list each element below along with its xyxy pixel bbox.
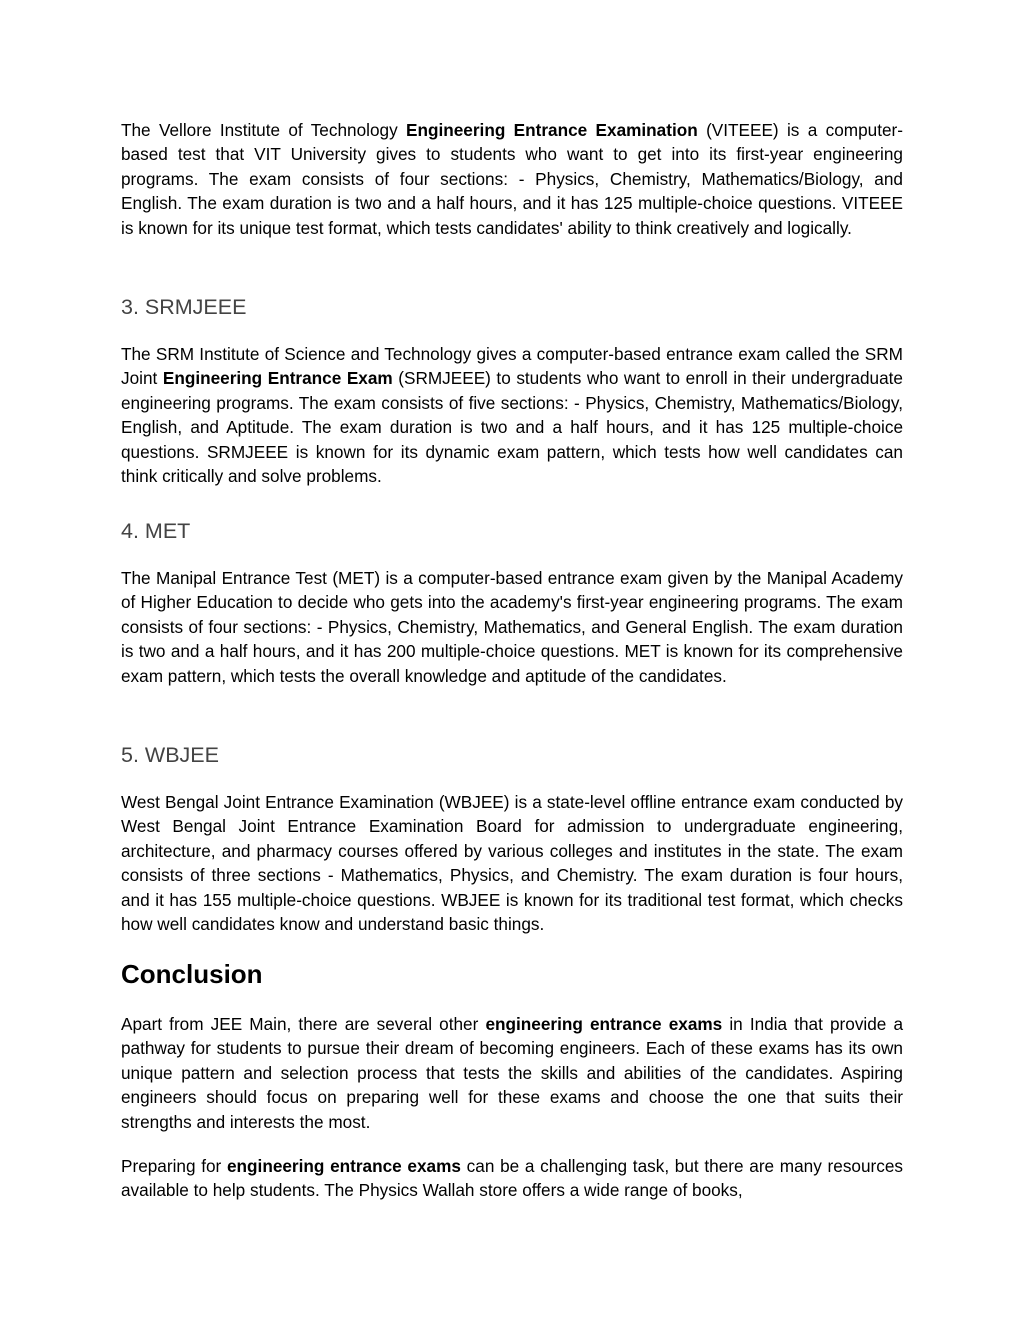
bold-keyword: Engineering Entrance Exam — [162, 368, 393, 389]
text-run: Apart from JEE Main, there are several other — [121, 1014, 486, 1034]
text-run: The SRM Institute of Science and Technology gives a computer-based entrance exam called the SRM Joint — [121, 344, 903, 389]
wbjee-paragraph: West Bengal Joint Entrance Examination (WBJEE) is a state-level offline entrance exam conducted by West Bengal Joint Entrance Examination Board for admission to undergraduate engineering, architecture, and pharmacy courses offered by various colleges and institutes in the state. The exam consists of three sections - Mathematics, Physics, and Chemistry. The exam duration is four hours, and it has 155 multiple-choice questions. WBJEE is known for its traditional test format, which checks how well candidates know and understand basic things. — [121, 792, 903, 935]
section-heading-met: 4. MET — [121, 519, 191, 543]
srmjeee-paragraph — [121, 342, 903, 488]
conclusion-paragraph-1 — [121, 1012, 903, 1134]
text-run: (SRMJEEE) to students who want to enroll in their undergraduate engineering programs. The exam consists of five sections: - Physics, Chemistry, Mathematics/Biology, English, and Aptitude. The exam duration is two and a half hours, and it has 125 multiple-choice questions. SRMJEEE is known for its dynamic exam pattern, which tests how well candidates can think critically and solve problems. — [121, 368, 903, 487]
met-paragraph: The Manipal Entrance Test (MET) is a computer-based entrance exam given by the Manipal Academy of Higher Education to decide who gets into the academy's first-year engineering programs. The exam consists of four sections: - Physics, Chemistry, Mathematics, and General English. The exam duration is two and a half hours, and it has 200 multiple-choice questions. MET is known for its comprehensive exam pattern, which tests the overall knowledge and aptitude of the candidates. — [121, 568, 903, 686]
bold-keyword: engineering entrance exams — [226, 1156, 461, 1176]
bold-keyword: engineering entrance exams — [485, 1014, 723, 1034]
viteee-paragraph — [121, 118, 903, 240]
text-run: can be a challenging task, but there are many resources available to help students. The Physics Wallah store offers a wide range of books, — [121, 1156, 903, 1201]
conclusion-heading: Conclusion — [121, 959, 263, 989]
text-run: The Vellore Institute of Technology — [121, 120, 407, 140]
section-heading-srmjeee: 3. SRMJEEE — [121, 295, 247, 319]
section-heading-wbjee: 5. WBJEE — [121, 743, 219, 767]
text-run: in India that provide a pathway for students to pursue their dream of becoming engineers. Each of these exams has its own unique pattern and selection process that tests the skills and abilities of the candidates. Aspiring engineers should focus on preparing well for these exams and choose the one that suits their strengths and interests the most. — [121, 1014, 904, 1132]
conclusion-paragraph-2 — [121, 1154, 903, 1203]
text-run: Preparing for — [121, 1156, 227, 1176]
bold-keyword: Engineering Entrance Examination — [406, 120, 698, 140]
text-run: (VITEEE) is a computer-based test that VIT University gives to students who want to get into its first-year engineering programs. The exam consists of four sections: - Physics, Chemistry, Mathematics/Biology, and English. The exam duration is two and a half hours, and it has 125 multiple-choice questions. VITEEE is known for its unique test format, which tests candidates' ability to think creatively and logically. — [121, 120, 904, 238]
